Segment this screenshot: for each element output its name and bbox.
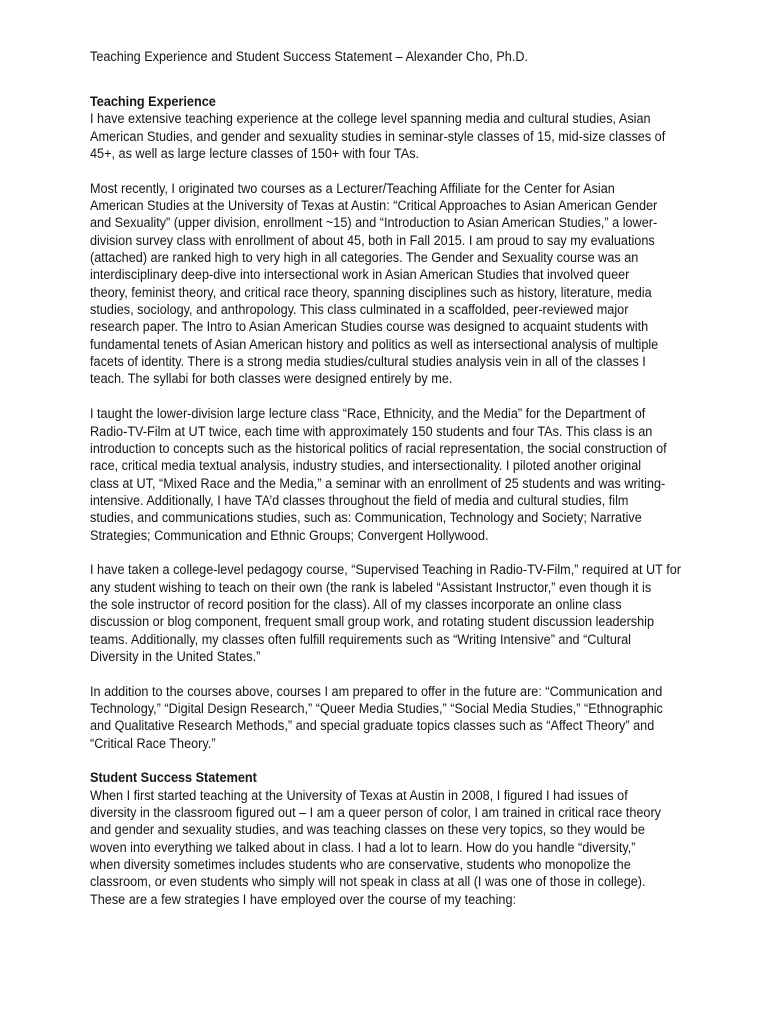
paragraph-line: I have taken a college-level pedagogy course, “Supervised Teaching in Radio-TV-Film,” required at UT for: [90, 562, 681, 578]
paragraph-line: division survey class with enrollment of about 45, both in Fall 2015. I am proud to say my evaluations: [90, 232, 655, 248]
paragraph-line: and Qualitative Research Methods,” and special graduate topics classes such as “Affect Theory” and: [90, 718, 655, 734]
paragraph: [90, 683, 663, 752]
section-heading: Student Success Statement: [90, 770, 257, 786]
paragraph-line: I have extensive teaching experience at the college level spanning media and cultural studies, Asian: [90, 111, 651, 127]
document-body: [90, 48, 681, 925]
paragraph-line: 45+, as well as large lecture classes of 150+ with four TAs.: [90, 146, 420, 162]
paragraph-line: classroom, or even students who simply will not speak in class at all (I was one of those in college).: [90, 874, 646, 890]
paragraph-line: I taught the lower-division large lecture class “Race, Ethnicity, and the Media” for the Department of: [90, 406, 646, 422]
paragraph-line: and gender and sexuality studies, and was teaching classes on these very topics, so they would be: [90, 822, 645, 838]
paragraph-line: research paper. The Intro to Asian American Studies course was designed to acquaint students with: [90, 319, 649, 335]
paragraph-line: studies, sociology, and anthropology. This class culminated in a scaffolded, peer-reviewed major: [90, 302, 629, 318]
paragraph-line: fundamental tenets of Asian American history and politics as well as intersectional analysis of multiple: [90, 336, 659, 352]
section: [90, 93, 681, 752]
paragraph-line: woven into everything we talked about in class. I had a lot to learn. How do you handle “diversity,”: [90, 839, 636, 855]
paragraph-line: theory, feminist theory, and critical race theory, spanning disciplines such as history, literature, media: [90, 284, 652, 300]
paragraph: [90, 561, 681, 665]
section-heading: Teaching Experience: [90, 93, 216, 109]
paragraph-line: any student wishing to teach on their own (the rank is labeled “Assistant Instructor,” even though it is: [90, 579, 652, 595]
paragraph-line: American Studies at the University of Texas at Austin: “Critical Approaches to Asian American Gender: [90, 198, 658, 214]
paragraph-line: race, critical media textual analysis, industry studies, and intersectionality. I piloted another original: [90, 458, 642, 474]
paragraph-line: facets of identity. There is a strong media studies/cultural studies analysis vein in all of the classes I: [90, 354, 646, 370]
paragraph-line: In addition to the courses above, courses I am prepared to offer in the future are: “Communication and: [90, 683, 663, 699]
paragraph-line: These are a few strategies I have employed over the course of my teaching:: [90, 891, 517, 907]
paragraph-line: Strategies; Communication and Ethnic Groups; Convergent Hollywood.: [90, 527, 489, 543]
paragraph-line: When I first started teaching at the University of Texas at Austin in 2008, I figured I had issues of: [90, 787, 628, 803]
paragraph-line: Diversity in the United States.”: [90, 648, 261, 664]
document-title: Teaching Experience and Student Success Statement – Alexander Cho, Ph.D.: [90, 49, 529, 64]
paragraph: [90, 180, 659, 388]
paragraph-line: introduction to concepts such as the historical politics of racial representation, the social construction of: [90, 440, 667, 456]
paragraph-line: discussion or blog component, frequent small group work, and rotating student discussion leadership: [90, 614, 655, 630]
paragraph-line: when diversity sometimes includes students who are conservative, students who monopolize the: [90, 857, 631, 873]
paragraph-line: interdisciplinary deep-dive into intersectional work in Asian American Studies that involved queer: [90, 267, 630, 283]
paragraph-line: Technology,” “Digital Design Research,” “Queer Media Studies,” “Social Media Studies,” “Ethnographic: [90, 701, 663, 717]
section: [90, 769, 662, 908]
paragraph-line: diversity in the classroom figured out – I am a queer person of color, I am trained in critical race theory: [90, 805, 662, 821]
paragraph-line: American Studies, and gender and sexuality studies in seminar-style classes of 15, mid-size classes of: [90, 128, 666, 144]
paragraph-line: teach. The syllabi for both classes were designed entirely by me.: [90, 371, 453, 387]
paragraph-line: class at UT, “Mixed Race and the Media,” a seminar with an enrollment of 25 students and was writing-: [90, 475, 666, 491]
paragraph-line: intensive. Additionally, I have TA’d classes throughout the field of media and cultural studies, film: [90, 492, 629, 508]
paragraph: [90, 110, 666, 162]
paragraph-line: teams. Additionally, my classes often fulfill requirements such as “Writing Intensive” and “Cultural: [90, 631, 631, 647]
paragraph-line: Most recently, I originated two courses as a Lecturer/Teaching Affiliate for the Center for Asian: [90, 180, 615, 196]
paragraph: [90, 787, 662, 908]
paragraph-line: the sole instructor of record position for the class). All of my classes incorporate an online class: [90, 596, 622, 612]
paragraph-line: (attached) are ranked high to very high in all categories. The Gender and Sexuality course was an: [90, 250, 639, 266]
paragraph-line: and Sexuality” (upper division, enrollment ~15) and “Introduction to Asian American Studies,” a lower-: [90, 215, 658, 231]
paragraph-line: studies, and communications studies, such as: Communication, Technology and Society; Narrative: [90, 510, 642, 526]
paragraph: [90, 405, 667, 544]
paragraph-line: “Critical Race Theory.”: [90, 735, 216, 751]
paragraph-line: Radio-TV-Film at UT twice, each time with approximately 150 students and four TAs. This class is an: [90, 423, 653, 439]
